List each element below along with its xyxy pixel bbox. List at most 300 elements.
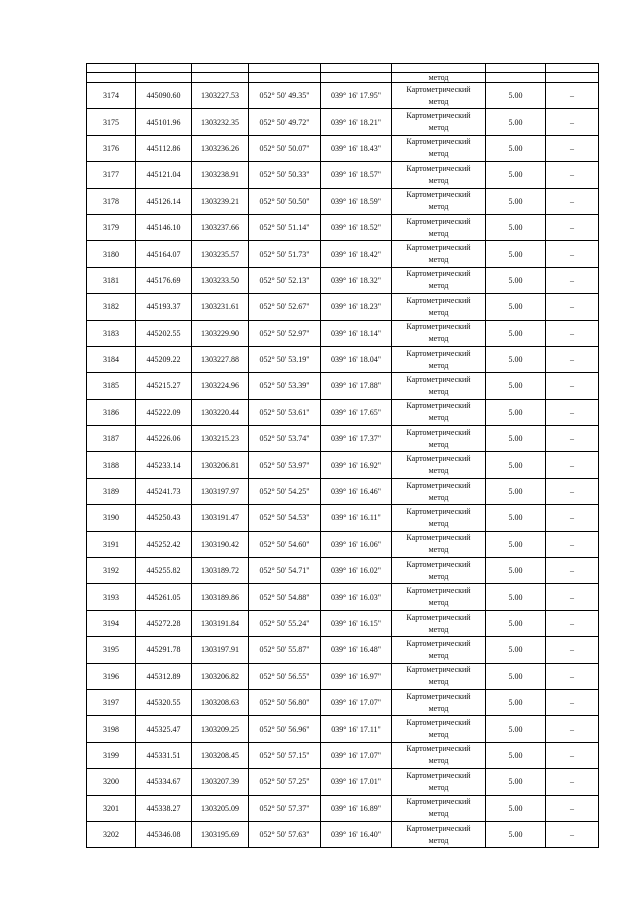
- point-number-cell: 3183: [87, 320, 136, 346]
- y-coordinate-cell: 1303197.97: [192, 478, 249, 504]
- note-cell: –: [546, 294, 599, 320]
- method-cell: [392, 505, 486, 531]
- table-row: [87, 505, 599, 531]
- method-cell: [392, 663, 486, 689]
- point-number-cell: 3187: [87, 426, 136, 452]
- latitude-cell: 052° 50' 52.13": [249, 267, 321, 293]
- latitude-cell: 052° 50' 56.55": [249, 663, 321, 689]
- method-line-2: метод: [428, 703, 449, 713]
- accuracy-cell: 5.00: [486, 452, 546, 478]
- point-number-cell: 3178: [87, 188, 136, 214]
- note-cell: –: [546, 610, 599, 636]
- method-line-2: метод: [428, 835, 449, 845]
- method-line-2: метод: [428, 650, 449, 660]
- method-cell: [392, 821, 486, 847]
- y-coordinate-cell: 1303227.88: [192, 346, 249, 372]
- y-coordinate-cell: 1303209.25: [192, 716, 249, 742]
- longitude-cell: 039° 16' 17.37": [321, 426, 392, 452]
- point-number-cell: 3199: [87, 742, 136, 768]
- method-line-1: Картометрический: [406, 533, 471, 543]
- longitude-cell: 039° 16' 16.48": [321, 637, 392, 663]
- point-number-cell: 3175: [87, 109, 136, 135]
- method-line-1: Картометрический: [406, 665, 471, 675]
- table-row: [87, 689, 599, 715]
- x-coordinate-cell: 445261.05: [136, 584, 192, 610]
- y-coordinate-cell: 1303206.81: [192, 452, 249, 478]
- method-line-2: метод: [428, 518, 449, 528]
- point-number-cell: 3197: [87, 689, 136, 715]
- accuracy-cell: 5.00: [486, 769, 546, 795]
- method-line-2: метод: [428, 334, 449, 344]
- note-cell: –: [546, 716, 599, 742]
- method-cell: [392, 346, 486, 372]
- note-cell: –: [546, 637, 599, 663]
- table-row: [87, 531, 599, 557]
- accuracy-cell: 5.00: [486, 795, 546, 821]
- note-cell: –: [546, 83, 599, 109]
- x-coordinate-cell: 445233.14: [136, 452, 192, 478]
- longitude-cell: 039° 16' 16.40": [321, 821, 392, 847]
- latitude-cell: 052° 50' 56.80": [249, 689, 321, 715]
- method-line-1: Картометрический: [406, 137, 471, 147]
- accuracy-cell: 5.00: [486, 83, 546, 109]
- point-number-cell: 3186: [87, 399, 136, 425]
- table-continuation-row: [87, 73, 599, 83]
- accuracy-cell: 5.00: [486, 531, 546, 557]
- y-coordinate-cell: 1303195.69: [192, 821, 249, 847]
- longitude-cell: 039° 16' 18.32": [321, 267, 392, 293]
- x-coordinate-cell: 445272.28: [136, 610, 192, 636]
- longitude-cell: 039° 16' 18.21": [321, 109, 392, 135]
- y-coordinate-cell: 1303197.91: [192, 637, 249, 663]
- table-row: [87, 769, 599, 795]
- method-line-1: Картометрический: [406, 559, 471, 569]
- method-line-1: Картометрический: [406, 823, 471, 833]
- latitude-cell: 052° 50' 50.33": [249, 162, 321, 188]
- table-row: [87, 399, 599, 425]
- x-coordinate-cell: 445176.69: [136, 267, 192, 293]
- method-cell: [392, 426, 486, 452]
- method-line-1: Картометрический: [406, 163, 471, 173]
- table-row: [87, 821, 599, 847]
- longitude-cell: 039° 16' 16.02": [321, 558, 392, 584]
- y-coordinate-cell: 1303208.63: [192, 689, 249, 715]
- y-coordinate-cell: 1303189.72: [192, 558, 249, 584]
- longitude-cell: 039° 16' 18.23": [321, 294, 392, 320]
- point-number-cell: 3174: [87, 83, 136, 109]
- point-number-cell: 3188: [87, 452, 136, 478]
- longitude-cell: 039° 16' 17.65": [321, 399, 392, 425]
- latitude-cell: 052° 50' 53.97": [249, 452, 321, 478]
- method-line-2: метод: [428, 281, 449, 291]
- longitude-cell: 039° 16' 18.42": [321, 241, 392, 267]
- method-cell: [392, 716, 486, 742]
- method-cell: [392, 584, 486, 610]
- latitude-cell: 052° 50' 57.37": [249, 795, 321, 821]
- y-coordinate-cell: 1303237.66: [192, 214, 249, 240]
- method-line-1: Картометрический: [406, 216, 471, 226]
- longitude-cell: 039° 16' 16.06": [321, 531, 392, 557]
- y-coordinate-cell: 1303190.42: [192, 531, 249, 557]
- note-cell: –: [546, 267, 599, 293]
- accuracy-cell: 5.00: [486, 320, 546, 346]
- method-line-1: Картометрический: [406, 401, 471, 411]
- method-cell: [392, 452, 486, 478]
- x-coordinate-cell: 445164.07: [136, 241, 192, 267]
- note-cell: –: [546, 399, 599, 425]
- point-number-cell: 3192: [87, 558, 136, 584]
- method-cell: [392, 795, 486, 821]
- method-line-2: метод: [428, 624, 449, 634]
- point-number-cell: 3201: [87, 795, 136, 821]
- latitude-cell: 052° 50' 50.50": [249, 188, 321, 214]
- method-cell: [392, 214, 486, 240]
- table-row: [87, 637, 599, 663]
- method-cell: [392, 135, 486, 161]
- method-line-1: Картометрический: [406, 427, 471, 437]
- table-row: [87, 294, 599, 320]
- x-coordinate-cell: 445331.51: [136, 742, 192, 768]
- latitude-cell: 052° 50' 49.72": [249, 109, 321, 135]
- longitude-cell: 039° 16' 16.11": [321, 505, 392, 531]
- table-row: [87, 346, 599, 372]
- longitude-cell: 039° 16' 18.57": [321, 162, 392, 188]
- note-cell: –: [546, 188, 599, 214]
- longitude-cell: 039° 16' 16.89": [321, 795, 392, 821]
- point-number-cell: 3179: [87, 214, 136, 240]
- method-line-2: метод: [428, 360, 449, 370]
- y-coordinate-cell: 1303231.61: [192, 294, 249, 320]
- method-line-1: Картометрический: [406, 111, 471, 121]
- method-line-1: Картометрический: [406, 506, 471, 516]
- method-line-2: метод: [428, 545, 449, 555]
- method-line-1: Картометрический: [406, 190, 471, 200]
- method-line-2: метод: [428, 466, 449, 476]
- note-cell: –: [546, 821, 599, 847]
- longitude-cell: 039° 16' 17.88": [321, 373, 392, 399]
- table-row: [87, 584, 599, 610]
- latitude-cell: 052° 50' 52.97": [249, 320, 321, 346]
- method-line-1: Картометрический: [406, 269, 471, 279]
- method-cell: [392, 742, 486, 768]
- longitude-cell: 039° 16' 16.46": [321, 478, 392, 504]
- table-row: [87, 452, 599, 478]
- x-coordinate-cell: 445101.96: [136, 109, 192, 135]
- accuracy-cell: 5.00: [486, 135, 546, 161]
- method-cell: [392, 320, 486, 346]
- note-cell: –: [546, 584, 599, 610]
- accuracy-cell: 5.00: [486, 478, 546, 504]
- latitude-cell: 052° 50' 54.53": [249, 505, 321, 531]
- method-line-2: метод: [428, 598, 449, 608]
- method-line-2: метод: [428, 228, 449, 238]
- method-cell: [392, 188, 486, 214]
- table-row: [87, 214, 599, 240]
- x-coordinate-cell: 445090.60: [136, 83, 192, 109]
- method-cell: [392, 637, 486, 663]
- method-cell: [392, 373, 486, 399]
- accuracy-cell: 5.00: [486, 188, 546, 214]
- latitude-cell: 052° 50' 53.39": [249, 373, 321, 399]
- table-row: [87, 267, 599, 293]
- accuracy-cell: 5.00: [486, 294, 546, 320]
- method-line-2: метод: [428, 413, 449, 423]
- latitude-cell: 052° 50' 54.60": [249, 531, 321, 557]
- note-cell: –: [546, 795, 599, 821]
- point-number-cell: 3180: [87, 241, 136, 267]
- note-cell: –: [546, 214, 599, 240]
- note-cell: –: [546, 346, 599, 372]
- method-line-2: метод: [428, 175, 449, 185]
- method-line-2: метод: [428, 386, 449, 396]
- coordinates-table: [86, 63, 599, 848]
- note-cell: –: [546, 505, 599, 531]
- point-number-cell: 3195: [87, 637, 136, 663]
- note-cell: –: [546, 531, 599, 557]
- x-coordinate-cell: 445121.04: [136, 162, 192, 188]
- method-line-2: метод: [428, 255, 449, 265]
- method-cell: [392, 294, 486, 320]
- method-cell: [392, 769, 486, 795]
- note-cell: –: [546, 769, 599, 795]
- longitude-cell: 039° 16' 17.95": [321, 83, 392, 109]
- accuracy-cell: 5.00: [486, 505, 546, 531]
- method-line-1: Картометрический: [406, 348, 471, 358]
- note-cell: –: [546, 689, 599, 715]
- note-cell: –: [546, 320, 599, 346]
- accuracy-cell: 5.00: [486, 610, 546, 636]
- latitude-cell: 052° 50' 53.19": [249, 346, 321, 372]
- x-coordinate-cell: 445291.78: [136, 637, 192, 663]
- table-row: [87, 83, 599, 109]
- method-line-2: метод: [428, 202, 449, 212]
- x-coordinate-cell: 445250.43: [136, 505, 192, 531]
- method-cell: [392, 241, 486, 267]
- method-line-2: метод: [428, 571, 449, 581]
- note-cell: –: [546, 558, 599, 584]
- method-line-1: Картометрический: [406, 797, 471, 807]
- x-coordinate-cell: 445325.47: [136, 716, 192, 742]
- longitude-cell: 039° 16' 17.01": [321, 769, 392, 795]
- accuracy-cell: 5.00: [486, 373, 546, 399]
- longitude-cell: 039° 16' 17.07": [321, 689, 392, 715]
- method-cell: [392, 399, 486, 425]
- longitude-cell: 039° 16' 18.14": [321, 320, 392, 346]
- y-coordinate-cell: 1303191.84: [192, 610, 249, 636]
- method-cell: [392, 478, 486, 504]
- note-cell: –: [546, 478, 599, 504]
- latitude-cell: 052° 50' 50.07": [249, 135, 321, 161]
- latitude-cell: 052° 50' 53.61": [249, 399, 321, 425]
- x-coordinate-cell: 445334.67: [136, 769, 192, 795]
- accuracy-cell: 5.00: [486, 821, 546, 847]
- table-row: [87, 795, 599, 821]
- x-coordinate-cell: 445338.27: [136, 795, 192, 821]
- method-line-1: Картометрический: [406, 691, 471, 701]
- method-cell: [392, 83, 486, 109]
- accuracy-cell: 5.00: [486, 109, 546, 135]
- method-line-1: Картометрический: [406, 718, 471, 728]
- point-number-cell: 3176: [87, 135, 136, 161]
- x-coordinate-cell: 445226.06: [136, 426, 192, 452]
- method-continuation: метод: [392, 73, 486, 83]
- y-coordinate-cell: 1303208.45: [192, 742, 249, 768]
- y-coordinate-cell: 1303191.47: [192, 505, 249, 531]
- accuracy-cell: 5.00: [486, 663, 546, 689]
- y-coordinate-cell: 1303206.82: [192, 663, 249, 689]
- y-coordinate-cell: 1303235.57: [192, 241, 249, 267]
- y-coordinate-cell: 1303215.23: [192, 426, 249, 452]
- y-coordinate-cell: 1303238.91: [192, 162, 249, 188]
- table-row: [87, 663, 599, 689]
- note-cell: –: [546, 663, 599, 689]
- table-row: [87, 610, 599, 636]
- accuracy-cell: 5.00: [486, 584, 546, 610]
- accuracy-cell: 5.00: [486, 742, 546, 768]
- method-line-2: метод: [428, 439, 449, 449]
- point-number-cell: 3191: [87, 531, 136, 557]
- note-cell: –: [546, 426, 599, 452]
- method-line-2: метод: [428, 677, 449, 687]
- latitude-cell: 052° 50' 56.96": [249, 716, 321, 742]
- method-cell: [392, 610, 486, 636]
- method-cell: [392, 267, 486, 293]
- method-line-2: метод: [428, 809, 449, 819]
- table-row: [87, 716, 599, 742]
- method-line-1: Картометрический: [406, 744, 471, 754]
- table-row: [87, 320, 599, 346]
- y-coordinate-cell: 1303232.35: [192, 109, 249, 135]
- latitude-cell: 052° 50' 53.74": [249, 426, 321, 452]
- method-line-1: Картометрический: [406, 638, 471, 648]
- method-line-1: Картометрический: [406, 243, 471, 253]
- table-row: [87, 478, 599, 504]
- note-cell: –: [546, 373, 599, 399]
- accuracy-cell: 5.00: [486, 689, 546, 715]
- accuracy-cell: 5.00: [486, 426, 546, 452]
- accuracy-cell: 5.00: [486, 716, 546, 742]
- latitude-cell: 052° 50' 54.88": [249, 584, 321, 610]
- point-number-cell: 3182: [87, 294, 136, 320]
- method-cell: [392, 531, 486, 557]
- method-cell: [392, 109, 486, 135]
- y-coordinate-cell: 1303229.90: [192, 320, 249, 346]
- method-line-2: метод: [428, 492, 449, 502]
- method-cell: [392, 162, 486, 188]
- longitude-cell: 039° 16' 16.15": [321, 610, 392, 636]
- accuracy-cell: 5.00: [486, 346, 546, 372]
- table-row: [87, 135, 599, 161]
- table-row: [87, 241, 599, 267]
- accuracy-cell: 5.00: [486, 637, 546, 663]
- longitude-cell: 039° 16' 18.04": [321, 346, 392, 372]
- accuracy-cell: 5.00: [486, 558, 546, 584]
- note-cell: –: [546, 135, 599, 161]
- x-coordinate-cell: 445346.08: [136, 821, 192, 847]
- longitude-cell: 039° 16' 18.52": [321, 214, 392, 240]
- longitude-cell: 039° 16' 18.43": [321, 135, 392, 161]
- longitude-cell: 039° 16' 16.97": [321, 663, 392, 689]
- method-line-2: метод: [428, 307, 449, 317]
- method-line-1: Картометрический: [406, 295, 471, 305]
- x-coordinate-cell: 445112.86: [136, 135, 192, 161]
- method-line-2: метод: [428, 149, 449, 159]
- point-number-cell: 3200: [87, 769, 136, 795]
- table-row: [87, 373, 599, 399]
- note-cell: –: [546, 241, 599, 267]
- latitude-cell: 052° 50' 51.73": [249, 241, 321, 267]
- latitude-cell: 052° 50' 49.35": [249, 83, 321, 109]
- note-cell: –: [546, 452, 599, 478]
- x-coordinate-cell: 445126.14: [136, 188, 192, 214]
- point-number-cell: 3190: [87, 505, 136, 531]
- x-coordinate-cell: 445312.89: [136, 663, 192, 689]
- accuracy-cell: 5.00: [486, 399, 546, 425]
- method-line-2: метод: [428, 123, 449, 133]
- method-line-2: метод: [428, 782, 449, 792]
- longitude-cell: 039° 16' 16.92": [321, 452, 392, 478]
- x-coordinate-cell: 445255.82: [136, 558, 192, 584]
- method-line-1: Картометрический: [406, 770, 471, 780]
- latitude-cell: 052° 50' 57.63": [249, 821, 321, 847]
- method-cell: [392, 558, 486, 584]
- longitude-cell: 039° 16' 17.07": [321, 742, 392, 768]
- method-line-1: Картометрический: [406, 322, 471, 332]
- point-number-cell: 3193: [87, 584, 136, 610]
- table-row: [87, 426, 599, 452]
- table-row: [87, 742, 599, 768]
- longitude-cell: 039° 16' 18.59": [321, 188, 392, 214]
- y-coordinate-cell: 1303207.39: [192, 769, 249, 795]
- point-number-cell: 3185: [87, 373, 136, 399]
- table-top-row: [87, 64, 599, 73]
- accuracy-cell: 5.00: [486, 214, 546, 240]
- y-coordinate-cell: 1303239.21: [192, 188, 249, 214]
- point-number-cell: 3196: [87, 663, 136, 689]
- latitude-cell: 052° 50' 51.14": [249, 214, 321, 240]
- latitude-cell: 052° 50' 55.87": [249, 637, 321, 663]
- accuracy-cell: 5.00: [486, 241, 546, 267]
- method-line-2: метод: [428, 730, 449, 740]
- accuracy-cell: 5.00: [486, 162, 546, 188]
- x-coordinate-cell: 445241.73: [136, 478, 192, 504]
- method-line-1: Картометрический: [406, 612, 471, 622]
- point-number-cell: 3177: [87, 162, 136, 188]
- point-number-cell: 3184: [87, 346, 136, 372]
- point-number-cell: 3189: [87, 478, 136, 504]
- table-row: [87, 162, 599, 188]
- method-line-1: Картометрический: [406, 84, 471, 94]
- x-coordinate-cell: 445215.27: [136, 373, 192, 399]
- note-cell: –: [546, 742, 599, 768]
- latitude-cell: 052° 50' 57.25": [249, 769, 321, 795]
- x-coordinate-cell: 445222.09: [136, 399, 192, 425]
- method-cell: [392, 689, 486, 715]
- y-coordinate-cell: 1303220.44: [192, 399, 249, 425]
- x-coordinate-cell: 445320.55: [136, 689, 192, 715]
- method-line-2: метод: [428, 756, 449, 766]
- accuracy-cell: 5.00: [486, 267, 546, 293]
- latitude-cell: 052° 50' 54.71": [249, 558, 321, 584]
- y-coordinate-cell: 1303233.50: [192, 267, 249, 293]
- point-number-cell: 3194: [87, 610, 136, 636]
- latitude-cell: 052° 50' 57.15": [249, 742, 321, 768]
- point-number-cell: 3198: [87, 716, 136, 742]
- method-line-1: Картометрический: [406, 374, 471, 384]
- x-coordinate-cell: 445193.37: [136, 294, 192, 320]
- point-number-cell: 3202: [87, 821, 136, 847]
- longitude-cell: 039° 16' 16.03": [321, 584, 392, 610]
